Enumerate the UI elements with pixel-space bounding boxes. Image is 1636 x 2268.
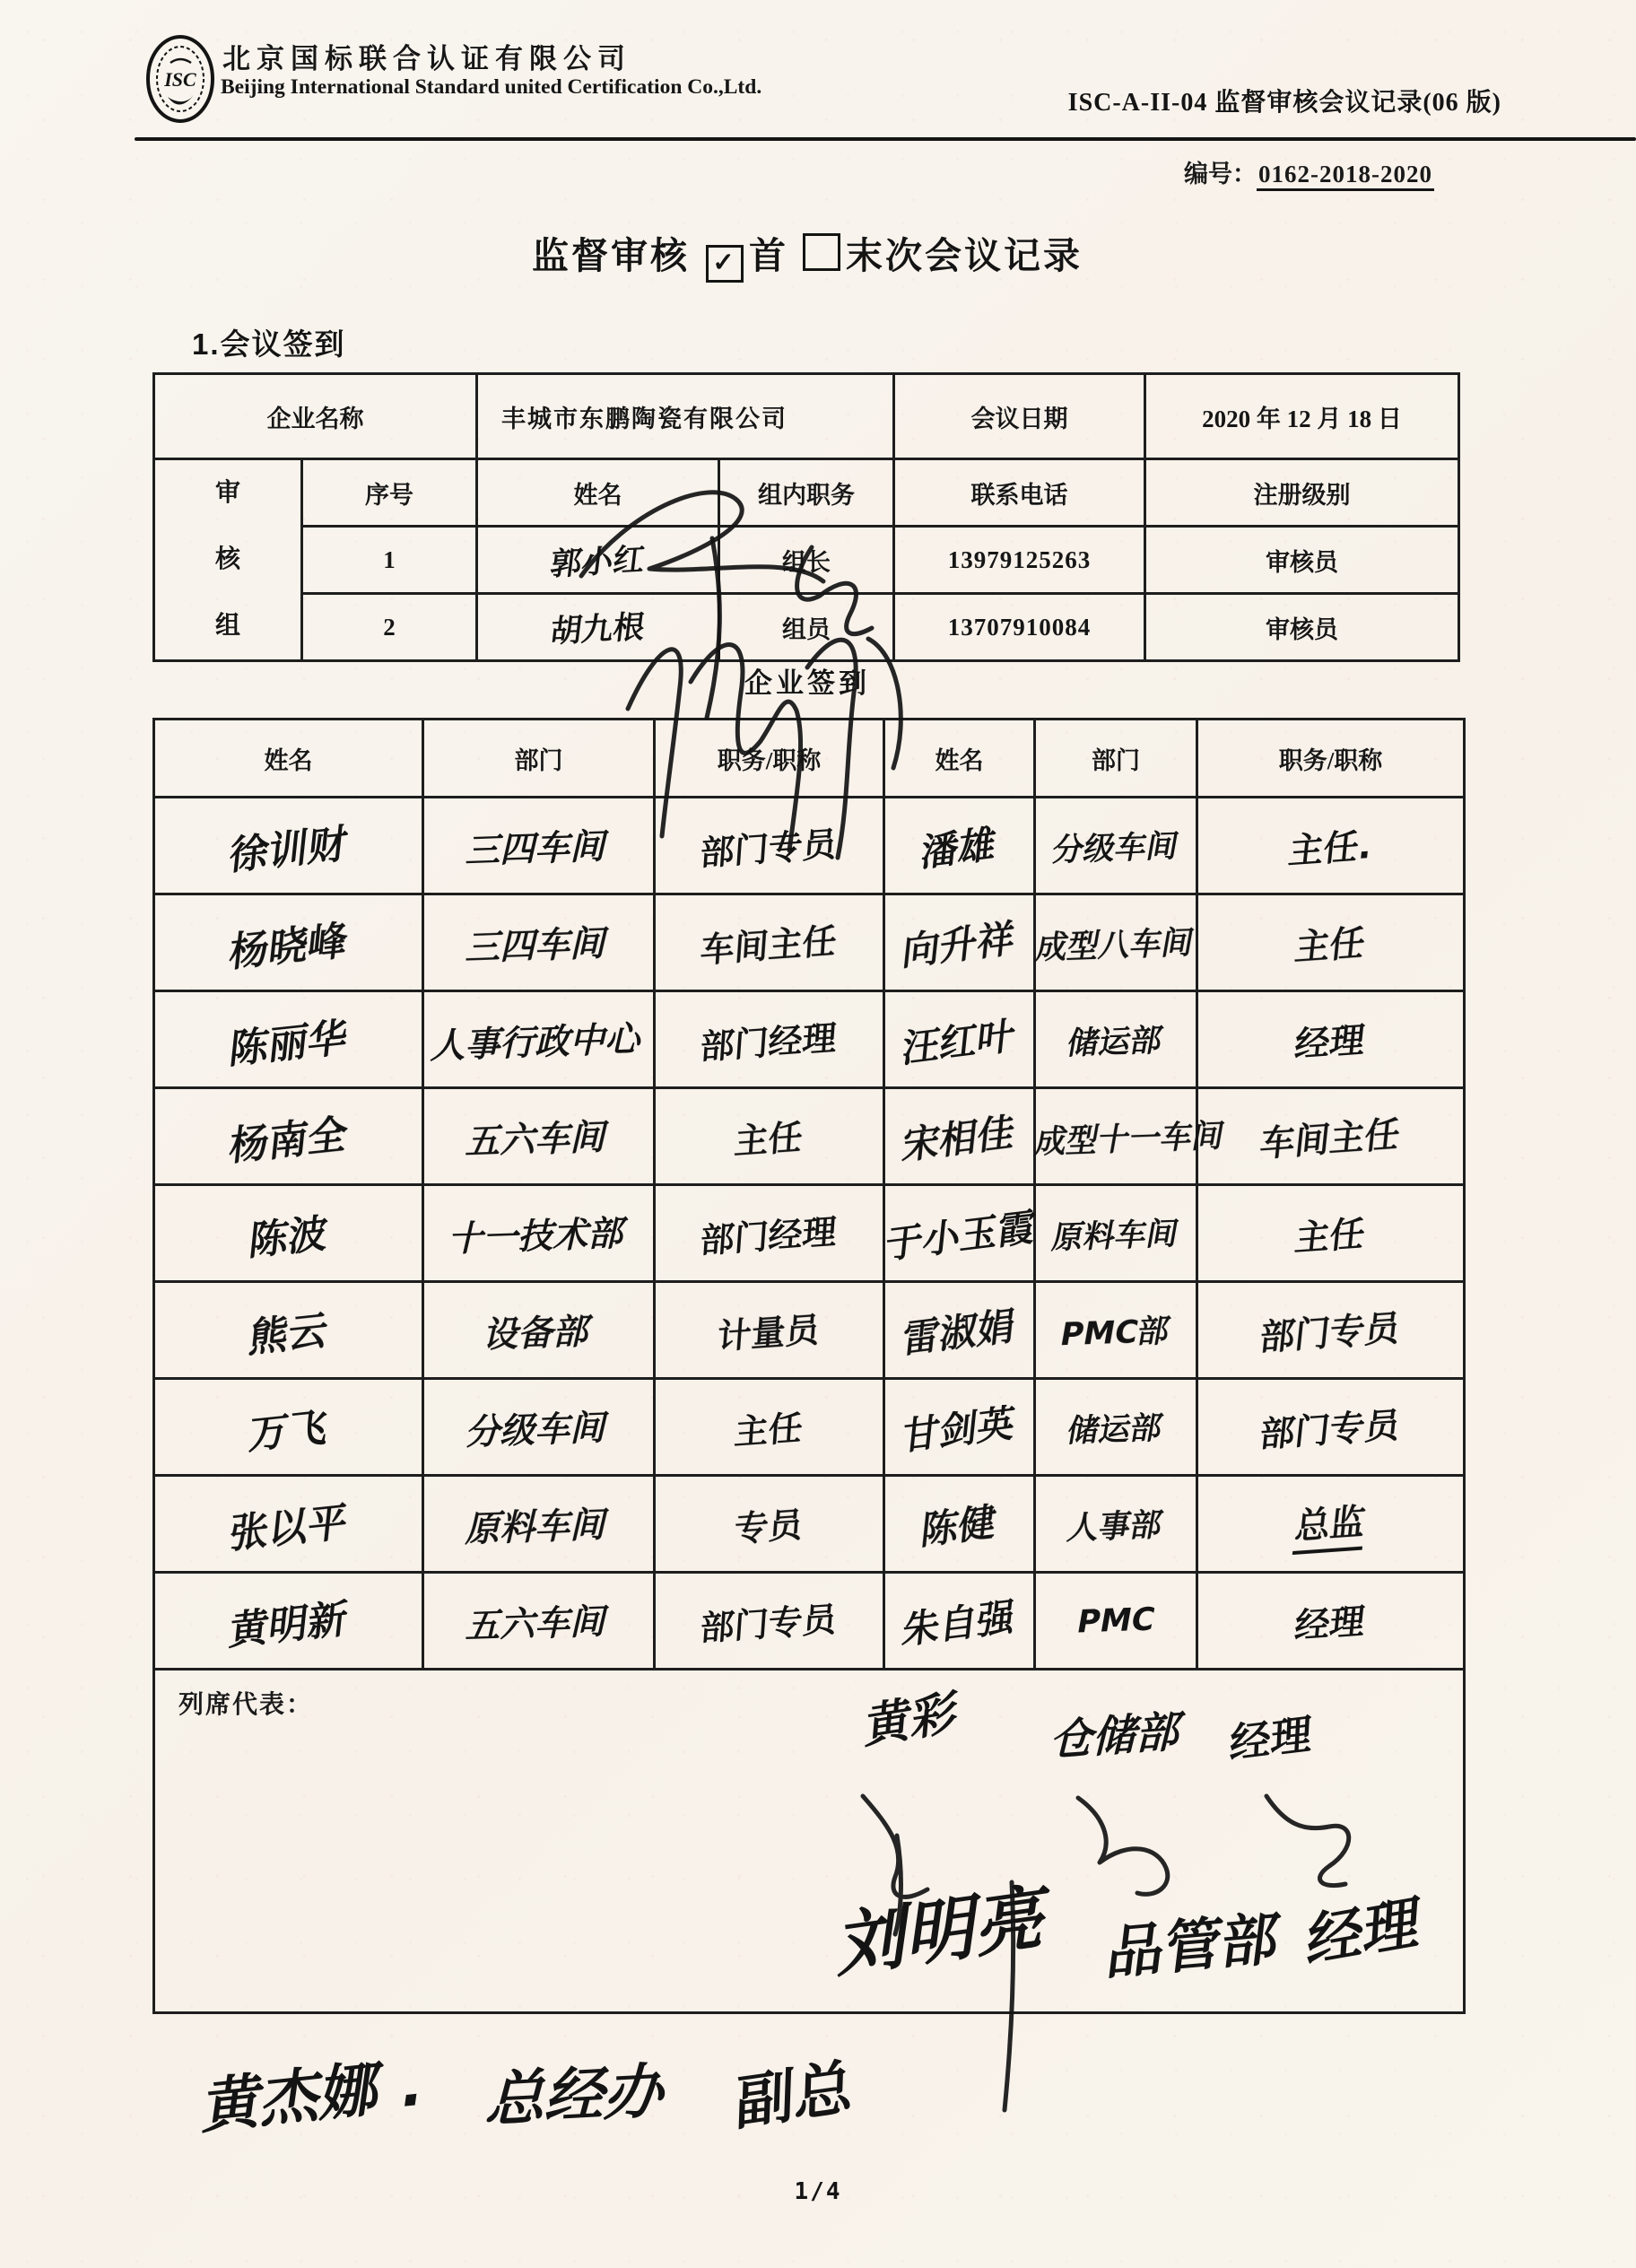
serial-value: 0162-2018-2020: [1257, 161, 1434, 191]
table-row: [154, 1185, 1465, 1282]
page-number: 1/4: [794, 2178, 842, 2205]
signature: 黄明新: [226, 1595, 350, 1654]
section-heading-enterprise: 企业签到: [744, 667, 870, 699]
auditor-phone: 13979125263: [894, 527, 1145, 594]
auditor-phone: 13707910084: [894, 594, 1145, 661]
signature: PMC: [1074, 1601, 1158, 1641]
auditor-role: 组长: [719, 527, 894, 594]
checkbox-last-meeting: [803, 233, 840, 271]
company-value: 丰城市东鹏陶瓷有限公司: [477, 374, 894, 459]
signature: 设备部: [480, 1311, 596, 1356]
col-header-role: 组内职务: [719, 459, 894, 527]
date-label: 会议日期: [894, 374, 1145, 459]
signature: 主任: [733, 1117, 805, 1162]
table-row: [154, 459, 1459, 527]
signature: 车间主任: [699, 920, 839, 971]
signature: 分级车间: [463, 1407, 613, 1453]
signature: 车间主任: [1257, 1113, 1403, 1165]
signature: PMC部: [1057, 1313, 1173, 1353]
title-prefix: 监督审核: [532, 235, 690, 276]
signature: 刘明亮: [834, 1875, 1055, 1988]
col-header: 部门: [423, 720, 655, 798]
signature: 总监: [1292, 1493, 1368, 1554]
table-row: [154, 374, 1459, 459]
title-first-label: 首: [749, 235, 788, 276]
signature: 陈波: [246, 1209, 330, 1265]
col-header: 部门: [1035, 720, 1197, 798]
signature: 汪红叶: [901, 1012, 1018, 1071]
serial-number-line: [1184, 154, 1434, 189]
signature: 主任: [1292, 1213, 1368, 1260]
signature: 部门经理: [699, 1211, 839, 1261]
table-row: [154, 1282, 1465, 1379]
signature: 杨晓峰: [226, 917, 350, 976]
signature: 部门专员: [699, 1599, 839, 1649]
signature: 部门专员: [1257, 1307, 1403, 1359]
signature: 三四车间: [463, 922, 613, 969]
signature: 储运部: [1065, 1022, 1166, 1062]
signature: 十一技术部: [445, 1212, 631, 1260]
col-header-level: 注册级别: [1145, 459, 1459, 527]
signature: 原料车间: [463, 1504, 613, 1550]
signature: 品管部: [1103, 1906, 1284, 1988]
signature: 经理: [1304, 1889, 1423, 1977]
enterprise-signin-table: [152, 718, 1466, 2014]
signature: 计量员: [716, 1309, 822, 1357]
audit-signin-table: [152, 372, 1460, 662]
table-row: [154, 1670, 1465, 2013]
signature: 宋相佳: [901, 1109, 1018, 1168]
checkbox-first-meeting: ✓: [706, 245, 744, 283]
signature: 徐训财: [226, 820, 350, 879]
table-row: [154, 1088, 1465, 1185]
signature: 总经办: [481, 2055, 677, 2135]
signature: 雷淑娟: [901, 1303, 1018, 1362]
signature: 人事行政中心: [428, 1018, 648, 1067]
signature: 成型八车间: [1033, 924, 1197, 966]
company-name-cn: 北京国标联合认证有限公司: [222, 43, 631, 74]
signature: 成型十一车间: [1031, 1117, 1227, 1161]
company-name-en: Beijing International Standard united Certification Co.,Ltd.: [221, 75, 762, 99]
col-header: 职务/职称: [1197, 720, 1465, 798]
auditor-no: 2: [302, 594, 477, 661]
signature: 经理: [1228, 1709, 1313, 1769]
table-row: [154, 991, 1465, 1088]
title-last-label: 末次会议记录: [846, 235, 1083, 276]
table-row: [154, 1379, 1465, 1476]
signature: 经理: [1292, 1601, 1368, 1647]
signature: 于小玉霞: [883, 1203, 1038, 1268]
signature: 甘剑英: [901, 1400, 1018, 1459]
auditor-signature: 郭小红: [548, 542, 648, 583]
signature: 专员: [733, 1505, 805, 1549]
signature: 部门专员: [1257, 1404, 1403, 1456]
col-header-name: 姓名: [477, 459, 719, 527]
logo-text: ISC: [164, 68, 196, 91]
section-heading-signin: 1.会议签到: [192, 327, 346, 361]
signature: 万飞: [246, 1403, 330, 1459]
auditor-no: 1: [302, 527, 477, 594]
col-header: 姓名: [154, 720, 423, 798]
signature: 部门经理: [699, 1017, 839, 1068]
handwritten-note: [199, 2047, 855, 2142]
header-rule: [135, 137, 1636, 141]
company-label: 企业名称: [154, 374, 477, 459]
audit-group-label: 审 核 组: [154, 459, 302, 661]
signature: 副总: [735, 2052, 855, 2139]
observer-label: 列席代表：: [178, 1691, 314, 1719]
table-header-row: [154, 720, 1465, 798]
auditor-role: 组员: [719, 594, 894, 661]
signature: 主任.: [1286, 825, 1374, 872]
table-row: [154, 798, 1465, 894]
signature: 原料车间: [1049, 1215, 1181, 1257]
signature: 部门专员: [699, 824, 839, 874]
signature: 潘雄: [918, 820, 999, 876]
auditor-level: 审核员: [1145, 527, 1459, 594]
table-row: [154, 894, 1465, 991]
document-code: ISC-A-II-04 监督审核会议记录(06 版): [1067, 89, 1501, 117]
signature: 主任: [733, 1408, 805, 1452]
signature: 五六车间: [463, 1116, 613, 1163]
signature: 向升祥: [901, 915, 1018, 974]
signature: 杨南全: [226, 1111, 350, 1170]
signature: 分级车间: [1049, 827, 1181, 869]
date-value: 2020 年 12 月 18 日: [1145, 374, 1459, 459]
signature: 朱自强: [901, 1593, 1018, 1653]
col-header-phone: 联系电话: [894, 459, 1145, 527]
auditor-signature: 胡九根: [548, 609, 648, 650]
signature: 黄彩: [863, 1685, 961, 1756]
signature: 仓储部: [1046, 1705, 1188, 1766]
signature: 陈丽华: [226, 1014, 350, 1073]
col-header: 姓名: [884, 720, 1035, 798]
signature: 张以平: [226, 1498, 350, 1557]
page-title: [152, 226, 1462, 283]
col-header-no: 序号: [302, 459, 477, 527]
table-row: [154, 1573, 1465, 1670]
signature: 人事部: [1065, 1506, 1166, 1547]
auditor-level: 审核员: [1145, 594, 1459, 661]
signature: 主任: [1292, 922, 1368, 969]
signature: 三四车间: [463, 825, 613, 872]
signature: 熊云: [246, 1306, 330, 1362]
table-row: [154, 527, 1459, 594]
signature: 陈健: [918, 1498, 999, 1554]
signature: 经理: [1292, 1019, 1368, 1066]
signature: 五六车间: [463, 1601, 613, 1647]
signature: 黄杰娜 .: [199, 2048, 430, 2142]
isc-logo-icon: [144, 32, 217, 130]
table-row: [154, 1476, 1465, 1573]
col-header: 职务/职称: [655, 720, 884, 798]
signature: 储运部: [1065, 1409, 1166, 1450]
observer-representatives-cell: [154, 1670, 1465, 2013]
table-row: [154, 594, 1459, 661]
serial-label: 编号：: [1184, 161, 1257, 188]
